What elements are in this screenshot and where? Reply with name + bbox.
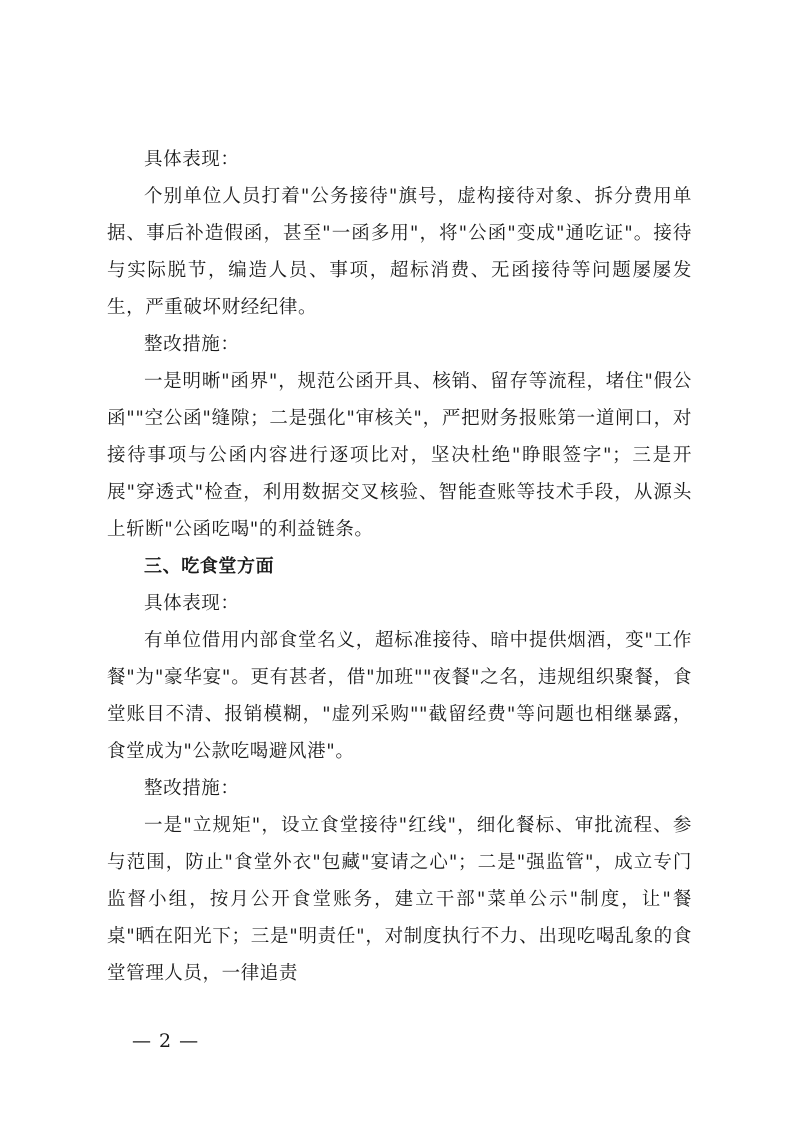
canteen-problem-paragraph: 有单位借用内部食堂名义，超标准接待、暗中提供烟酒，变"工作餐"为"豪华宴"。更有甚者，借"加班""夜餐"之名，违规组织聚餐，食堂账目不清、报销模糊，"虚列采购""截留经费"等问题也相继暴露，食堂成为"公款吃喝避风港"。 [107,630,692,762]
document-body [107,141,692,992]
page-number: — 2 — [132,1030,200,1052]
official-letter-problem-paragraph: 个别单位人员打着"公务接待"旗号，虚构接待对象、拆分费用单据、事后补造假函，甚至"一函多用"，将"公函"变成"通吃证"。接待与实际脱节，编造人员、事项，超标消费、无函接待等问题屡屡发生，严重破坏财经纪律。 [107,186,692,318]
specific-performance-label: 具体表现： [144,149,240,170]
section-three-heading: 三、吃食堂方面 [144,556,275,577]
canteen-specific-performance-label: 具体表现： [144,593,240,614]
official-letter-measures-paragraph: 一是明晰"函界"，规范公函开具、核销、留存等流程，堵住"假公函""空公函"缝隙；二是强化"审核关"，严把财务报账第一道闸口，对接待事项与公函内容进行逐项比对，坚决杜绝"睁眼签字"；三是开展"穿透式"检查，利用数据交叉核验、智能查账等技术手段，从源头上斩断"公函吃喝"的利益链条。 [107,371,692,540]
canteen-rectification-label: 整改措施： [144,778,240,799]
canteen-measures-paragraph: 一是"立规矩"，设立食堂接待"红线"，细化餐标、审批流程、参与范围，防止"食堂外衣"包藏"宴请之心"；二是"强监管"，成立专门监督小组，按月公开食堂账务，建立干部"菜单公示"制度，让"餐桌"晒在阳光下；三是"明责任"，对制度执行不力、出现吃喝乱象的食堂管理人员，一律追责 [107,815,692,984]
rectification-measures-label: 整改措施： [144,334,240,355]
